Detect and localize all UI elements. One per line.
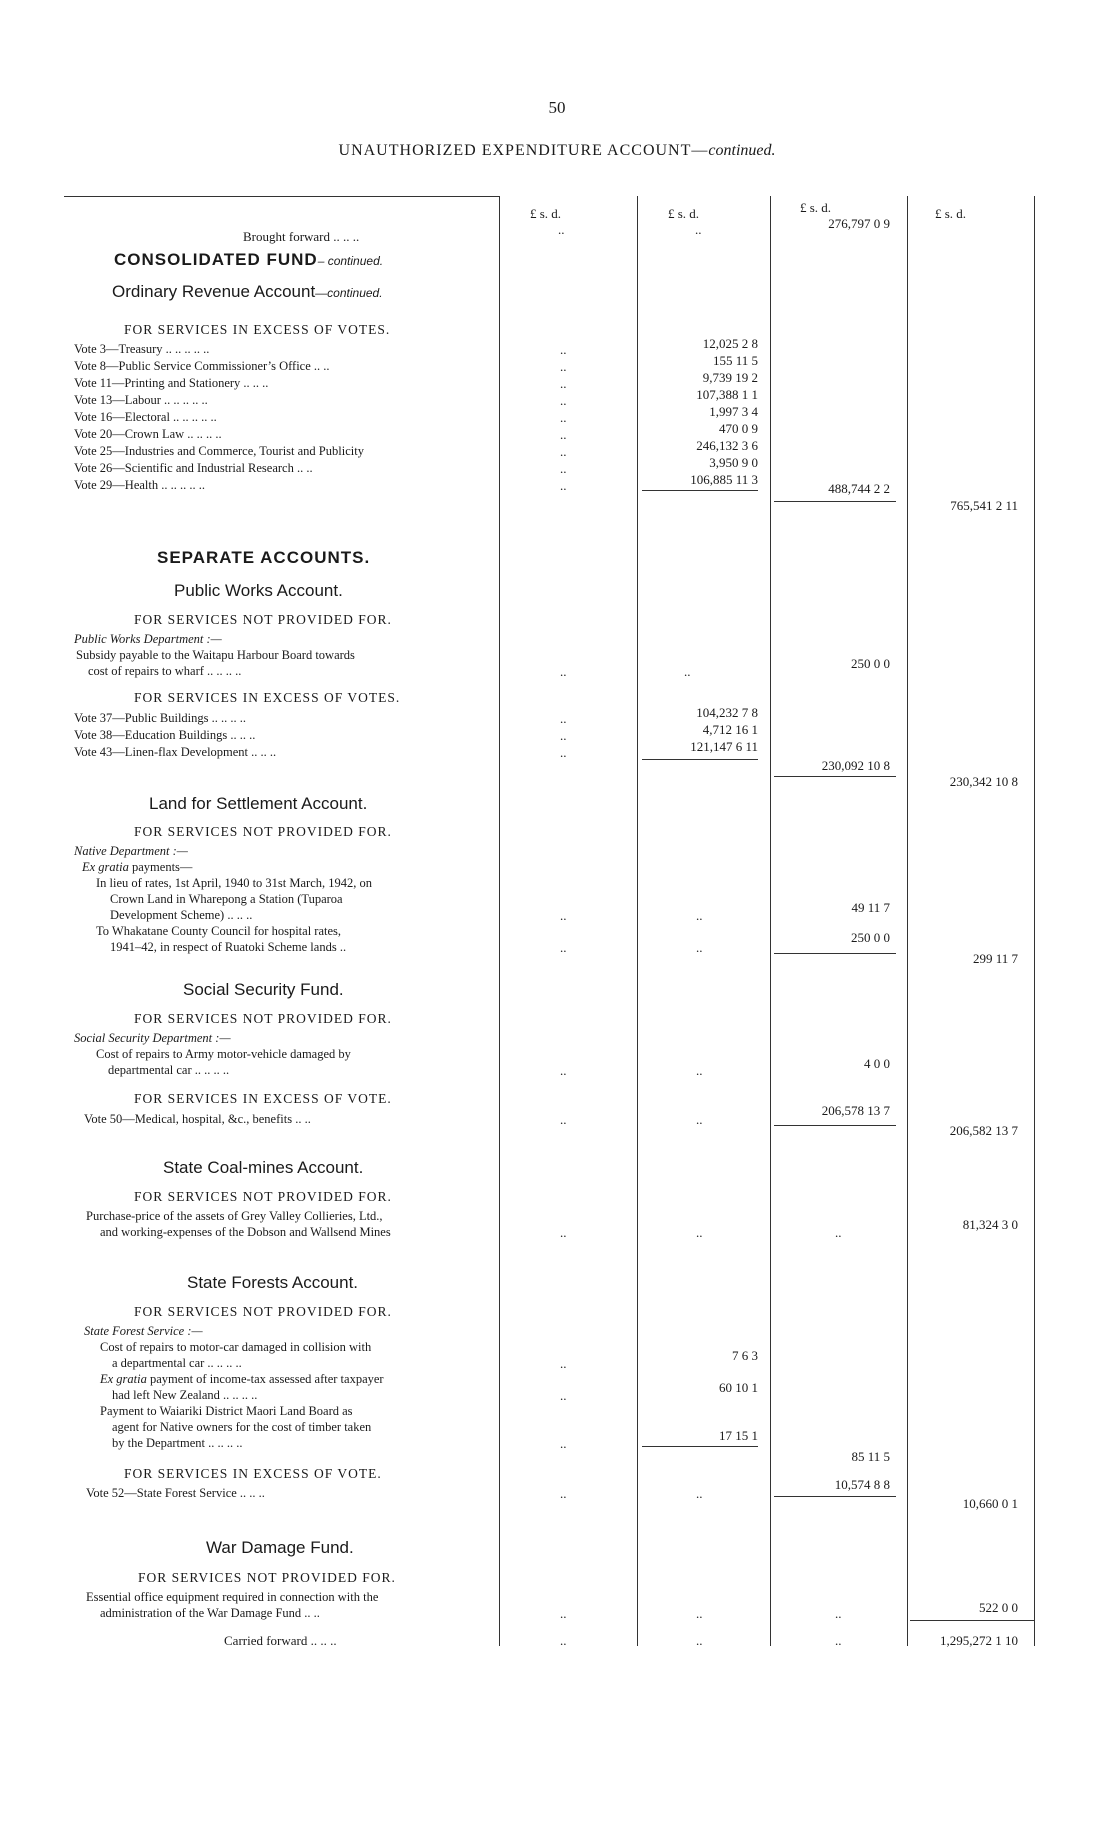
- vote-50-c2: ..: [696, 1112, 703, 1127]
- vote-29-c1: ..: [560, 478, 567, 493]
- pw-subsidy-c3: 250 0 0: [851, 656, 890, 671]
- forests-r3-c1: ..: [560, 1436, 567, 1451]
- coal-c4: 81,324 3 0: [962, 1217, 1018, 1232]
- forests-r1-c1: ..: [560, 1356, 567, 1371]
- war-line-1: Essential office equipment required in connection with the: [86, 1590, 379, 1604]
- war-not-provided: FOR SERVICES NOT PROVIDED FOR.: [138, 1570, 396, 1585]
- war-c4: 522 0 0: [979, 1600, 1018, 1615]
- land-r1-c1: ..: [560, 908, 567, 923]
- c3-rule-1: [774, 501, 896, 502]
- vote-38-c2: 4,712 16 1: [702, 722, 758, 737]
- c4-rule: [910, 1620, 1034, 1621]
- carried-forward-c2: ..: [696, 1633, 703, 1648]
- land-r1-c2: ..: [696, 908, 703, 923]
- coal-c2: ..: [696, 1225, 703, 1240]
- vote-52-c3: 10,574 8 8: [834, 1477, 890, 1492]
- social-excess: FOR SERVICES IN EXCESS OF VOTE.: [134, 1091, 392, 1106]
- land-r2-c3: 250 0 0: [851, 930, 890, 945]
- ex-gratia-italic: Ex gratia: [82, 860, 129, 874]
- war-c3: ..: [835, 1606, 842, 1621]
- vote-16-label: Vote 16—Electoral .. .. .. .. ..: [74, 410, 217, 424]
- col-divider-1: [499, 196, 500, 1646]
- forests-dept: State Forest Service :—: [84, 1324, 203, 1338]
- title-main: UNAUTHORIZED EXPENDITURE ACCOUNT—: [338, 142, 709, 159]
- page-title: [0, 142, 1114, 160]
- brought-forward-c2: ..: [695, 222, 702, 237]
- votes-subtotal-rule: [642, 490, 758, 491]
- ordinary-heading-text: Ordinary Revenue Account: [112, 282, 316, 301]
- vote-8-c1: ..: [560, 359, 567, 374]
- vote-38-c1: ..: [560, 728, 567, 743]
- vote-13-c1: ..: [560, 393, 567, 408]
- land-line-5: 1941–42, in respect of Ruatoki Scheme lands ..: [110, 940, 347, 954]
- vote-3-c2: 12,025 2 8: [702, 336, 758, 351]
- forests-ex-gratia-italic: Ex gratia: [100, 1372, 147, 1386]
- title-continued: continued.: [708, 142, 776, 159]
- c3-rule-4: [774, 1125, 896, 1126]
- social-total-c4: 206,582 13 7: [949, 1123, 1018, 1138]
- vote-13-c2: 107,388 1 1: [696, 387, 758, 402]
- forests-line-2: a departmental car .. .. .. ..: [112, 1356, 242, 1370]
- consolidated-heading: [114, 250, 383, 270]
- vote-25-c2: 246,132 3 6: [696, 438, 758, 453]
- col-divider-2: [637, 196, 638, 1646]
- vote-20-label: Vote 20—Crown Law .. .. .. ..: [74, 427, 222, 441]
- ordinary-suffix: —continued.: [315, 286, 383, 300]
- vote-20-c2: 470 0 9: [719, 421, 758, 436]
- war-c2: ..: [696, 1606, 703, 1621]
- forests-heading: State Forests Account.: [187, 1273, 359, 1292]
- land-line-3: Development Scheme) .. .. ..: [110, 908, 253, 922]
- vote-13-label: Vote 13—Labour .. .. .. .. ..: [74, 393, 208, 407]
- consolidated-heading-text: CONSOLIDATED FUND: [114, 250, 318, 269]
- forests-line-6: agent for Native owners for the cost of timber taken: [112, 1420, 372, 1434]
- land-r2-c1: ..: [560, 940, 567, 955]
- vote-11-label: Vote 11—Printing and Stationery .. .. ..: [74, 376, 269, 390]
- page-number: 50: [548, 98, 566, 117]
- col-header-1: £ s. d.: [530, 206, 562, 221]
- social-line-2: departmental car .. .. .. ..: [108, 1063, 230, 1077]
- c3-rule-3: [774, 953, 896, 954]
- forests-r2-c2: 60 10 1: [719, 1380, 758, 1395]
- col-header-4: £ s. d.: [935, 206, 967, 221]
- pw-subsidy-c1: ..: [560, 664, 567, 679]
- col-divider-5: [1034, 196, 1035, 1646]
- coal-c1: ..: [560, 1225, 567, 1240]
- vote-25-c1: ..: [560, 444, 567, 459]
- vote-52-c2: ..: [696, 1486, 703, 1501]
- pw-dept: Public Works Department :—: [74, 632, 222, 646]
- forests-r1-c2: 7 6 3: [732, 1348, 758, 1363]
- land-line-4: To Whakatane County Council for hospital rates,: [96, 924, 342, 938]
- pw-subsidy-c2: ..: [684, 664, 691, 679]
- vote-37-c1: ..: [560, 711, 567, 726]
- forests-line-3: Ex gratia payment of income-tax assessed after taxpayer: [100, 1372, 384, 1386]
- forests-subtotal-rule: [642, 1446, 758, 1447]
- brought-forward-label: Brought forward .. .. ..: [243, 229, 360, 244]
- forests-r2-c1: ..: [560, 1388, 567, 1403]
- social-line-1: Cost of repairs to Army motor-vehicle damaged by: [96, 1047, 351, 1061]
- forests-line-7: by the Department .. .. .. ..: [112, 1436, 243, 1450]
- forests-total-c4: 10,660 0 1: [962, 1496, 1018, 1511]
- coal-heading: State Coal-mines Account.: [163, 1158, 364, 1177]
- carried-forward-c1: ..: [560, 1633, 567, 1648]
- forests-r3-c2: 17 15 1: [719, 1428, 758, 1443]
- social-heading: Social Security Fund.: [183, 980, 344, 999]
- war-heading: War Damage Fund.: [206, 1538, 354, 1557]
- social-dept: Social Security Department :—: [74, 1031, 231, 1045]
- carried-forward-label: Carried forward .. .. ..: [224, 1633, 337, 1648]
- vote-50-c3: 206,578 13 7: [821, 1103, 890, 1118]
- carried-forward-c4: 1,295,272 1 10: [940, 1633, 1018, 1648]
- vote-3-c1: ..: [560, 342, 567, 357]
- land-total-c4: 299 11 7: [972, 951, 1018, 966]
- vote-29-c2: 106,885 11 3: [690, 472, 758, 487]
- vote-16-c1: ..: [560, 410, 567, 425]
- forests-line-4: had left New Zealand .. .. .. ..: [112, 1388, 258, 1402]
- pw-not-provided: FOR SERVICES NOT PROVIDED FOR.: [134, 612, 392, 627]
- vote-8-c2: 155 11 5: [712, 353, 758, 368]
- vote-43-c2: 121,147 6 11: [690, 739, 758, 754]
- pw-subsidy-line-2: cost of repairs to wharf .. .. .. ..: [88, 664, 242, 678]
- brought-forward-c3: 276,797 0 9: [828, 216, 890, 231]
- vote-26-c2: 3,950 9 0: [709, 455, 758, 470]
- c3-rule-5: [774, 1496, 896, 1497]
- forests-excess: FOR SERVICES IN EXCESS OF VOTE.: [124, 1466, 382, 1481]
- war-line-2: administration of the War Damage Fund .. ..: [100, 1606, 320, 1620]
- forests-line-5: Payment to Waiariki District Maori Land Board as: [100, 1404, 353, 1418]
- vote-8-label: Vote 8—Public Service Commissioner’s Office .. ..: [74, 359, 330, 373]
- land-heading: Land for Settlement Account.: [149, 794, 368, 813]
- land-line-2: Crown Land in Wharepong a Station (Tuparoa: [110, 892, 343, 906]
- vote-25-label: Vote 25—Industries and Commerce, Tourist and Publicity: [74, 444, 364, 458]
- top-rule: [64, 196, 500, 197]
- forests-line-1: Cost of repairs to motor-car damaged in collision with: [100, 1340, 372, 1354]
- social-r1-c1: ..: [560, 1063, 567, 1078]
- col-header-2: £ s. d.: [668, 206, 700, 221]
- consolidated-suffix: – continued.: [317, 254, 384, 268]
- pw-total-c4: 230,342 10 8: [949, 774, 1018, 789]
- land-r2-c2: ..: [696, 940, 703, 955]
- vote-26-c1: ..: [560, 461, 567, 476]
- coal-not-provided: FOR SERVICES NOT PROVIDED FOR.: [134, 1189, 392, 1204]
- c3-rule-2: [774, 776, 896, 777]
- land-dept: Native Department :—: [74, 844, 188, 858]
- pw-subsidy-line-1: Subsidy payable to the Waitapu Harbour Board towards: [76, 648, 355, 662]
- vote-43-label: Vote 43—Linen-flax Development .. .. ..: [74, 745, 277, 759]
- pw-subtotal-rule: [642, 759, 758, 760]
- vote-29-label: Vote 29—Health .. .. .. .. ..: [74, 478, 206, 492]
- coal-line-2: and working-expenses of the Dobson and Wallsend Mines: [100, 1225, 391, 1239]
- ordinary-heading: [112, 282, 383, 302]
- vote-50-c1: ..: [560, 1112, 567, 1127]
- vote-20-c1: ..: [560, 427, 567, 442]
- coal-line-1: Purchase-price of the assets of Grey Valley Collieries, Ltd.,: [86, 1209, 383, 1223]
- vote-16-c2: 1,997 3 4: [709, 404, 758, 419]
- pw-excess: FOR SERVICES IN EXCESS OF VOTES.: [134, 690, 401, 705]
- vote-52-label: Vote 52—State Forest Service .. .. ..: [86, 1486, 265, 1500]
- pw-votes-c3: 230,092 10 8: [821, 758, 890, 773]
- vote-50-label: Vote 50—Medical, hospital, &c., benefits .. ..: [84, 1112, 311, 1126]
- vote-11-c2: 9,739 19 2: [702, 370, 758, 385]
- vote-26-label: Vote 26—Scientific and Industrial Research .. ..: [74, 461, 313, 475]
- vote-37-label: Vote 37—Public Buildings .. .. .. ..: [74, 711, 247, 725]
- carried-forward-c3: ..: [835, 1633, 842, 1648]
- brought-forward-c1: ..: [558, 222, 565, 237]
- col-header-3: £ s. d.: [800, 200, 832, 215]
- coal-c3: ..: [835, 1225, 842, 1240]
- social-r1-c3: 4 0 0: [864, 1056, 890, 1071]
- social-r1-c2: ..: [696, 1063, 703, 1078]
- forests-sub-c3: 85 11 5: [851, 1449, 890, 1464]
- col-divider-3: [770, 196, 771, 1646]
- vote-3-label: Vote 3—Treasury .. .. .. .. ..: [74, 342, 210, 356]
- excess-heading: FOR SERVICES IN EXCESS OF VOTES.: [124, 322, 391, 337]
- vote-43-c1: ..: [560, 745, 567, 760]
- vote-37-c2: 104,232 7 8: [696, 705, 758, 720]
- separate-heading: SEPARATE ACCOUNTS.: [157, 548, 371, 567]
- vote-52-c1: ..: [560, 1486, 567, 1501]
- land-line-1: In lieu of rates, 1st April, 1940 to 31st March, 1942, on: [96, 876, 373, 890]
- land-exgratia: Ex gratia payments—: [82, 860, 193, 874]
- vote-38-label: Vote 38—Education Buildings .. .. ..: [74, 728, 256, 742]
- social-not-provided: FOR SERVICES NOT PROVIDED FOR.: [134, 1011, 392, 1026]
- public-works-heading: Public Works Account.: [174, 581, 343, 600]
- vote-11-c1: ..: [560, 376, 567, 391]
- consolidated-total-c4: 765,541 2 11: [950, 498, 1018, 513]
- war-c1: ..: [560, 1606, 567, 1621]
- forests-not-provided: FOR SERVICES NOT PROVIDED FOR.: [134, 1304, 392, 1319]
- votes-total-c3: 488,744 2 2: [828, 481, 890, 496]
- land-r1-c3: 49 11 7: [851, 900, 890, 915]
- land-not-provided: FOR SERVICES NOT PROVIDED FOR.: [134, 824, 392, 839]
- col-divider-4: [907, 196, 908, 1646]
